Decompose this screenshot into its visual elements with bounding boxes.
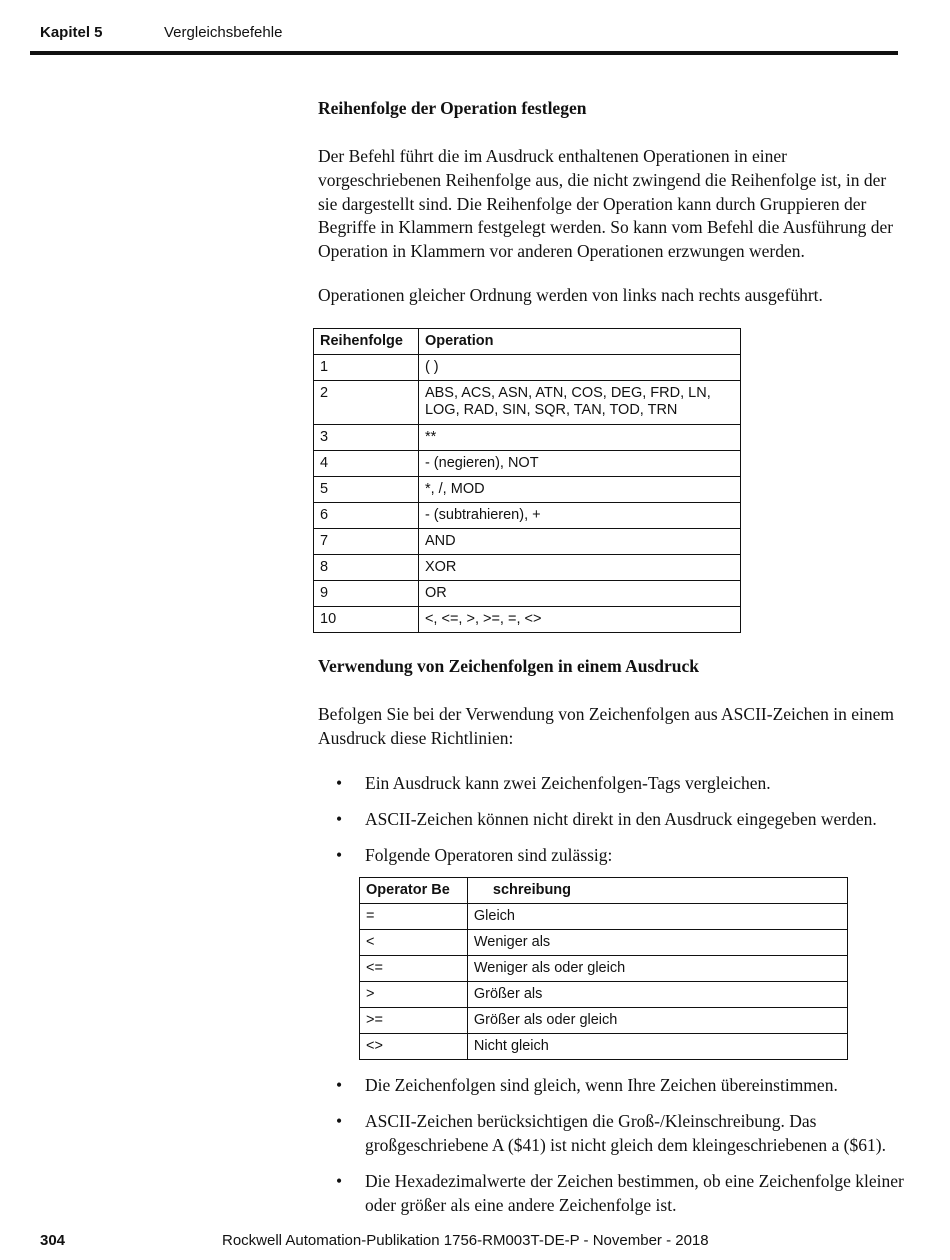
list-item <box>336 1074 916 1098</box>
table-cell: 3 <box>314 425 419 451</box>
list-item-text: Ein Ausdruck kann zwei Zeichenfolgen-Tags vergleichen. <box>365 773 771 793</box>
table-cell: 6 <box>314 503 419 529</box>
table-cell: 8 <box>314 555 419 581</box>
table-cell: *, /, MOD <box>418 477 740 503</box>
table-cell: > <box>360 982 468 1008</box>
chapter-label: Kapitel 5 <box>40 24 103 41</box>
table-row <box>314 355 741 381</box>
publication-info: Rockwell Automation-Publikation 1756-RM003T-DE-P - November - 2018 <box>222 1232 709 1249</box>
table-cell: Nicht gleich <box>467 1034 847 1060</box>
bullet-icon: • <box>336 809 343 829</box>
table-row <box>314 555 741 581</box>
operation-order-table <box>313 328 741 633</box>
table-cell: Weniger als <box>467 930 847 956</box>
list-item-text: Folgende Operatoren sind zulässig: <box>365 845 613 865</box>
section-heading-order: Reihenfolge der Operation festlegen <box>318 98 587 118</box>
chapter-title: Vergleichsbefehle <box>164 24 283 41</box>
table-header-cell: Operator Be <box>360 878 468 904</box>
table-cell: AND <box>418 529 740 555</box>
table-row <box>314 381 741 425</box>
bullet-icon: • <box>336 1075 343 1095</box>
list-item <box>336 772 916 796</box>
table-row <box>360 904 848 930</box>
table-cell: 4 <box>314 451 419 477</box>
table-cell: ABS, ACS, ASN, ATN, COS, DEG, FRD, LN, LOG, RAD, SIN, SQR, TAN, TOD, TRN <box>418 381 740 425</box>
table-cell: 9 <box>314 581 419 607</box>
table-row <box>314 607 741 633</box>
list-item <box>336 1110 916 1158</box>
table-cell: 1 <box>314 355 419 381</box>
table-row <box>314 581 741 607</box>
table-cell: 10 <box>314 607 419 633</box>
table-cell: Größer als <box>467 982 847 1008</box>
list-item <box>336 844 916 868</box>
table-header-cell: schreibung <box>467 878 847 904</box>
bullet-icon: • <box>336 1111 343 1131</box>
list-item-text: ASCII-Zeichen berücksichtigen die Groß-/Kleinschreibung. Das großgeschriebene A ($41) ist nicht gleich dem kleingeschriebenen a ($61). <box>365 1111 886 1155</box>
paragraph-order-intro: Der Befehl führt die im Ausdruck enthaltenen Operationen in einer vorgeschriebenen Reihenfolge aus, die nicht zwingend die Reihenfolge ist, in der sie dargestellt sind. Die Reihenfolge der Operation kann durch Gruppieren der Begriffe in Klammern festgelegt werden. So kann vom Befehl die Ausführung der Operation in Klammern vor anderen Operationen erzwungen werden. <box>318 146 894 262</box>
paragraph-strings-intro: Befolgen Sie bei der Verwendung von Zeichenfolgen aus ASCII-Zeichen in einem Ausdruck diese Richtlinien: <box>318 704 895 748</box>
list-item-text: Die Zeichenfolgen sind gleich, wenn Ihre Zeichen übereinstimmen. <box>365 1075 838 1095</box>
table-row <box>314 503 741 529</box>
list-item-text: Die Hexadezimalwerte der Zeichen bestimmen, ob eine Zeichenfolge kleiner oder größer als eine andere Zeichenfolge ist. <box>365 1171 904 1215</box>
table-cell: OR <box>418 581 740 607</box>
table-cell: - (subtrahieren), + <box>418 503 740 529</box>
table-row <box>360 1008 848 1034</box>
table-cell: >= <box>360 1008 468 1034</box>
table-header-cell: Operation <box>418 329 740 355</box>
table-row <box>314 477 741 503</box>
table-cell: <, <=, >, >=, =, <> <box>418 607 740 633</box>
bullet-icon: • <box>336 773 343 793</box>
table-cell: Weniger als oder gleich <box>467 956 847 982</box>
table-cell: - (negieren), NOT <box>418 451 740 477</box>
table-cell: XOR <box>418 555 740 581</box>
table-cell: Größer als oder gleich <box>467 1008 847 1034</box>
table-cell: <> <box>360 1034 468 1060</box>
header-rule <box>30 51 898 55</box>
table-header-row <box>314 329 741 355</box>
table-row <box>360 930 848 956</box>
table-header-row <box>360 878 848 904</box>
table-cell: Gleich <box>467 904 847 930</box>
table-cell: = <box>360 904 468 930</box>
table-row <box>314 425 741 451</box>
table-row <box>360 1034 848 1060</box>
table-cell: 5 <box>314 477 419 503</box>
list-item <box>336 808 916 832</box>
list-item <box>336 1170 916 1218</box>
table-cell: < <box>360 930 468 956</box>
table-cell: <= <box>360 956 468 982</box>
table-row <box>314 451 741 477</box>
operator-table <box>359 877 848 1060</box>
table-header-cell: Reihenfolge <box>314 329 419 355</box>
table-cell: 7 <box>314 529 419 555</box>
table-cell: ** <box>418 425 740 451</box>
bullet-icon: • <box>336 845 343 865</box>
bullet-icon: • <box>336 1171 343 1191</box>
table-row <box>314 529 741 555</box>
paragraph-order-note: Operationen gleicher Ordnung werden von links nach rechts ausgeführt. <box>318 285 823 305</box>
table-row <box>360 982 848 1008</box>
table-cell: 2 <box>314 381 419 425</box>
section-heading-strings: Verwendung von Zeichenfolgen in einem Ausdruck <box>318 656 700 676</box>
table-cell: ( ) <box>418 355 740 381</box>
page-number: 304 <box>40 1232 66 1249</box>
list-item-text: ASCII-Zeichen können nicht direkt in den Ausdruck eingegeben werden. <box>365 809 877 829</box>
table-row <box>360 956 848 982</box>
